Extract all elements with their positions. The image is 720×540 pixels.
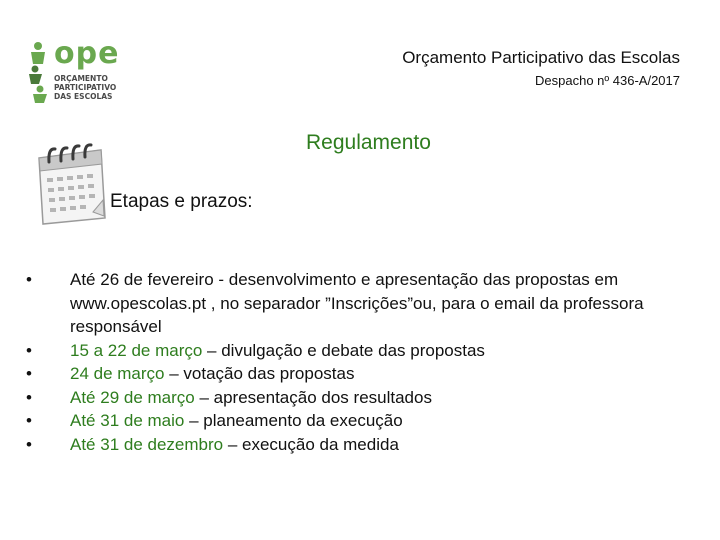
list-item [26, 433, 646, 457]
header-subtitle: Despacho nº 436-A/2017 [535, 73, 680, 88]
item-date: 24 de março [70, 364, 165, 383]
item-text: , no separador ”Inscrições”ou, para o email da professora responsável [70, 293, 644, 336]
deadlines-list [26, 268, 646, 456]
list-item [26, 339, 646, 363]
logo-line-2: PARTICIPATIVO [54, 83, 117, 92]
header-title: Orçamento Participativo das Escolas [402, 48, 680, 67]
section-heading: Etapas e prazos: [110, 191, 253, 212]
logo-line-1: ORÇAMENTO [54, 74, 108, 83]
bullet-dot: • [26, 434, 32, 454]
item-date: Até 31 de maio [70, 411, 185, 430]
bullet-dot: • [26, 364, 32, 383]
bullet-dot: • [26, 387, 32, 407]
bullet-dot: • [26, 411, 32, 430]
logo-wordmark: ope [54, 36, 120, 71]
item-text: – votação das propostas [164, 364, 355, 383]
list-item [26, 386, 646, 410]
item-date: Até 31 de dezembro [70, 434, 224, 454]
item-date: Até 26 de fevereiro [70, 270, 214, 289]
website-link[interactable]: www.opescolas.pt [70, 293, 207, 313]
children-figures-icon [26, 38, 52, 104]
logo-line-3: DAS ESCOLAS [54, 92, 113, 101]
item-text: – divulgação e debate das propostas [202, 340, 485, 360]
calendar-icon [35, 140, 107, 226]
list-item [26, 268, 646, 339]
bullet-dot: • [26, 340, 32, 360]
item-date: Até 29 de março [70, 387, 195, 407]
item-text: - desenvolvimento e apresentação das propostas em [213, 270, 619, 289]
logo-subtitle [54, 74, 116, 101]
item-text: – execução da medida [223, 434, 399, 454]
ope-logo [26, 38, 126, 104]
item-date: 15 a 22 de março [70, 340, 203, 360]
bullet-dot: • [26, 270, 32, 289]
list-item [26, 409, 646, 433]
item-text: – apresentação dos resultados [194, 387, 432, 407]
section-title: Regulamento [306, 131, 431, 154]
list-item [26, 362, 646, 386]
item-text: – planeamento da execução [184, 411, 403, 430]
